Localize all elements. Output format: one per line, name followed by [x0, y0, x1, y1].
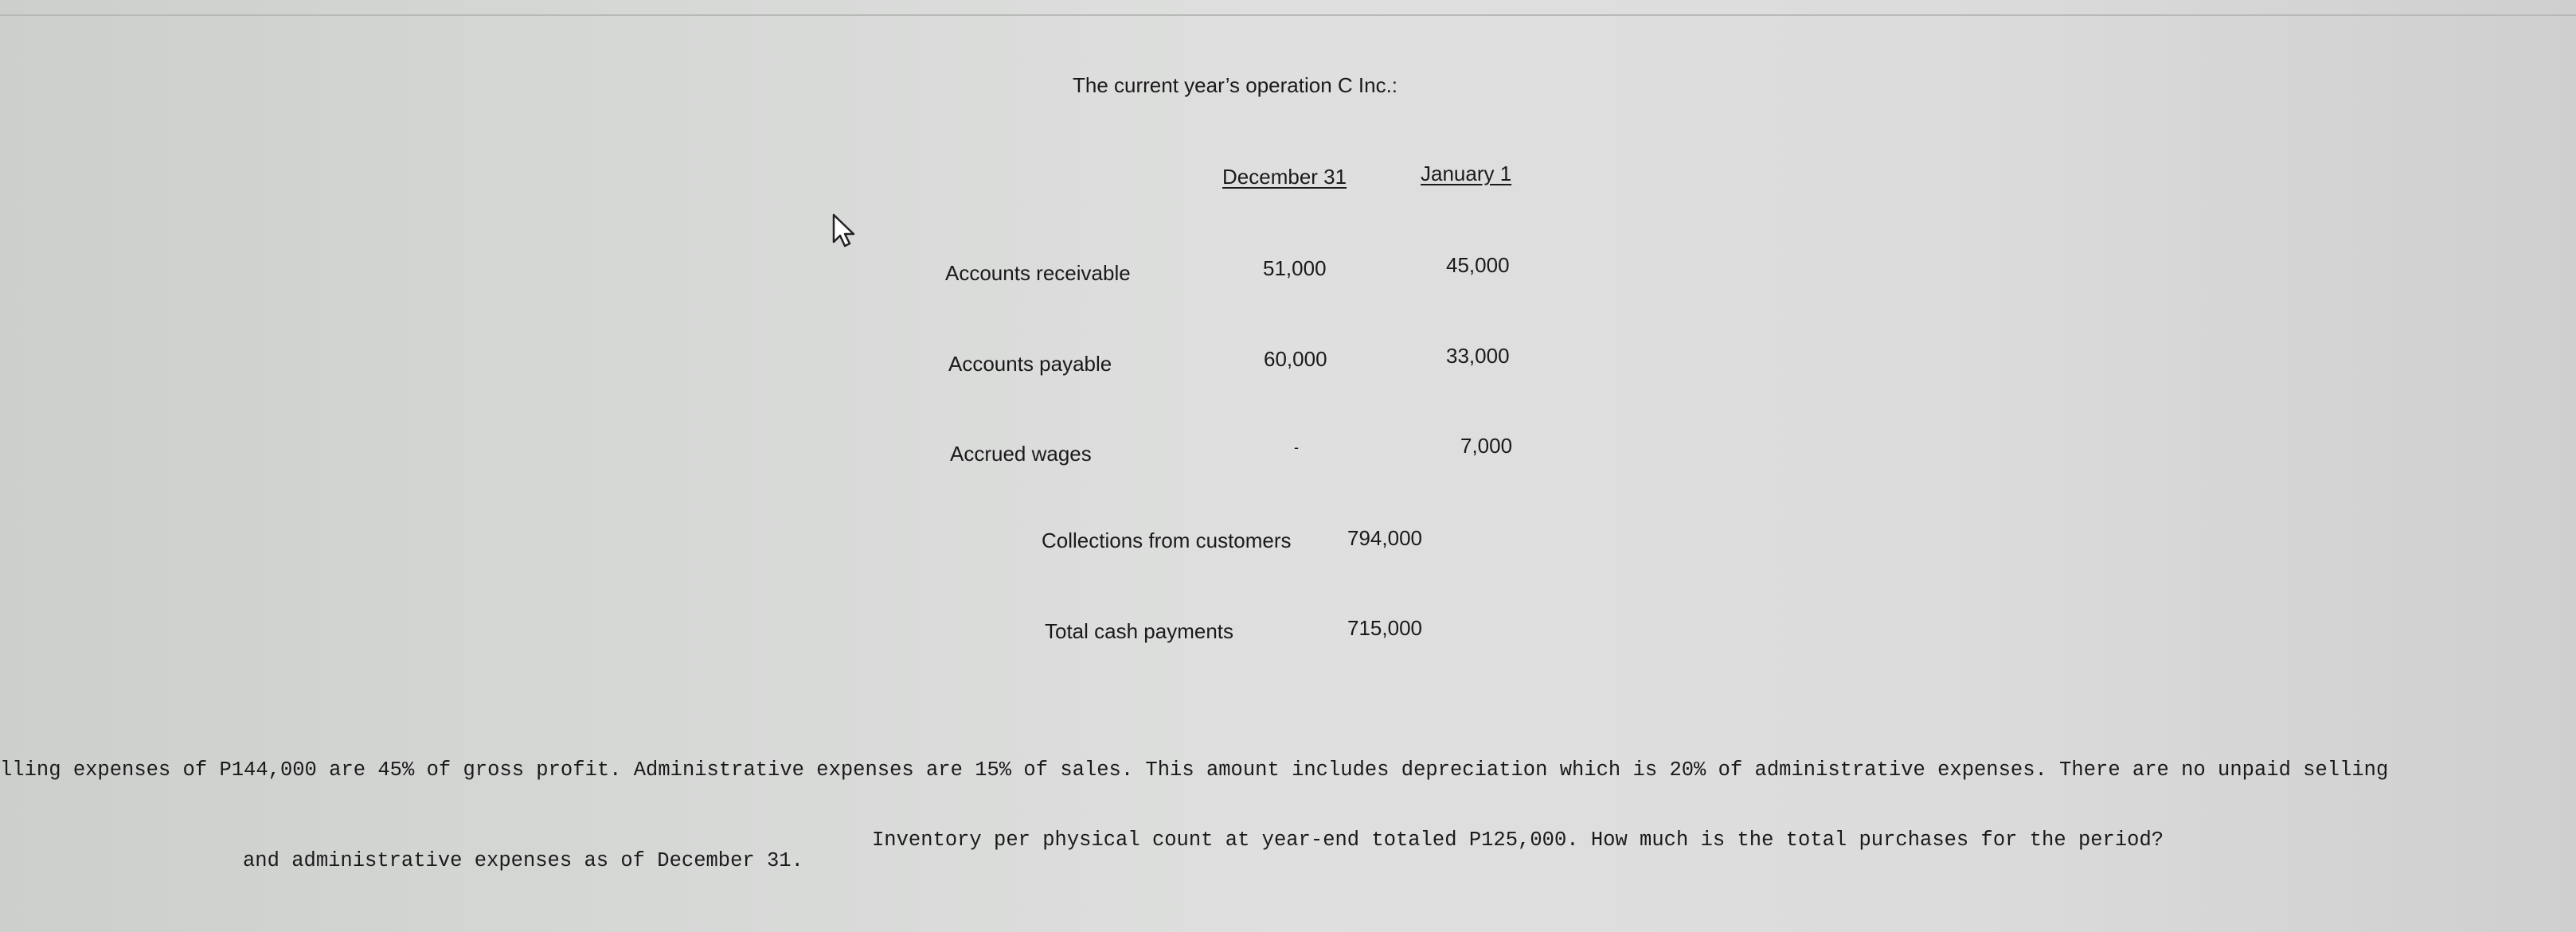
value-aw-jan1: 7,000: [1460, 434, 1513, 458]
label-collections-from-customers: Collections from customers: [1042, 528, 1292, 552]
label-total-cash-payments: Total cash payments: [1045, 619, 1234, 643]
value-total-cash-payments: 715,000: [1347, 616, 1422, 640]
row-label-accounts-receivable: Accounts receivable: [945, 261, 1131, 285]
problem-text-line-2b: Inventory per physical count at year-end totaled P125,000. How much is the total purchases for the period?: [872, 829, 2164, 852]
value-ap-dec31: 60,000: [1264, 347, 1327, 371]
value-aw-dec31: -: [1294, 439, 1299, 455]
value-ar-dec31: 51,000: [1263, 256, 1327, 280]
mouse-pointer-icon: [831, 213, 858, 248]
value-ar-jan1: 45,000: [1446, 253, 1510, 277]
column-header-december-31: December 31: [1222, 165, 1347, 189]
top-divider: [0, 14, 2576, 16]
problem-text-line-2a: and administrative expenses as of December 31.: [243, 849, 803, 872]
column-header-january-1: January 1: [1421, 162, 1512, 185]
value-ap-jan1: 33,000: [1446, 344, 1510, 368]
problem-text-line-1: lling expenses of P144,000 are 45% of gross profit. Administrative expenses are 15% of sales. This amount includes depreciation which is 20% of administrative expenses. There are no unpaid selling: [0, 758, 2389, 782]
value-collections-from-customers: 794,000: [1347, 526, 1422, 550]
page-title: The current year’s operation C Inc.:: [1073, 73, 1398, 97]
row-label-accounts-payable: Accounts payable: [948, 352, 1112, 376]
row-label-accrued-wages: Accrued wages: [950, 442, 1092, 466]
